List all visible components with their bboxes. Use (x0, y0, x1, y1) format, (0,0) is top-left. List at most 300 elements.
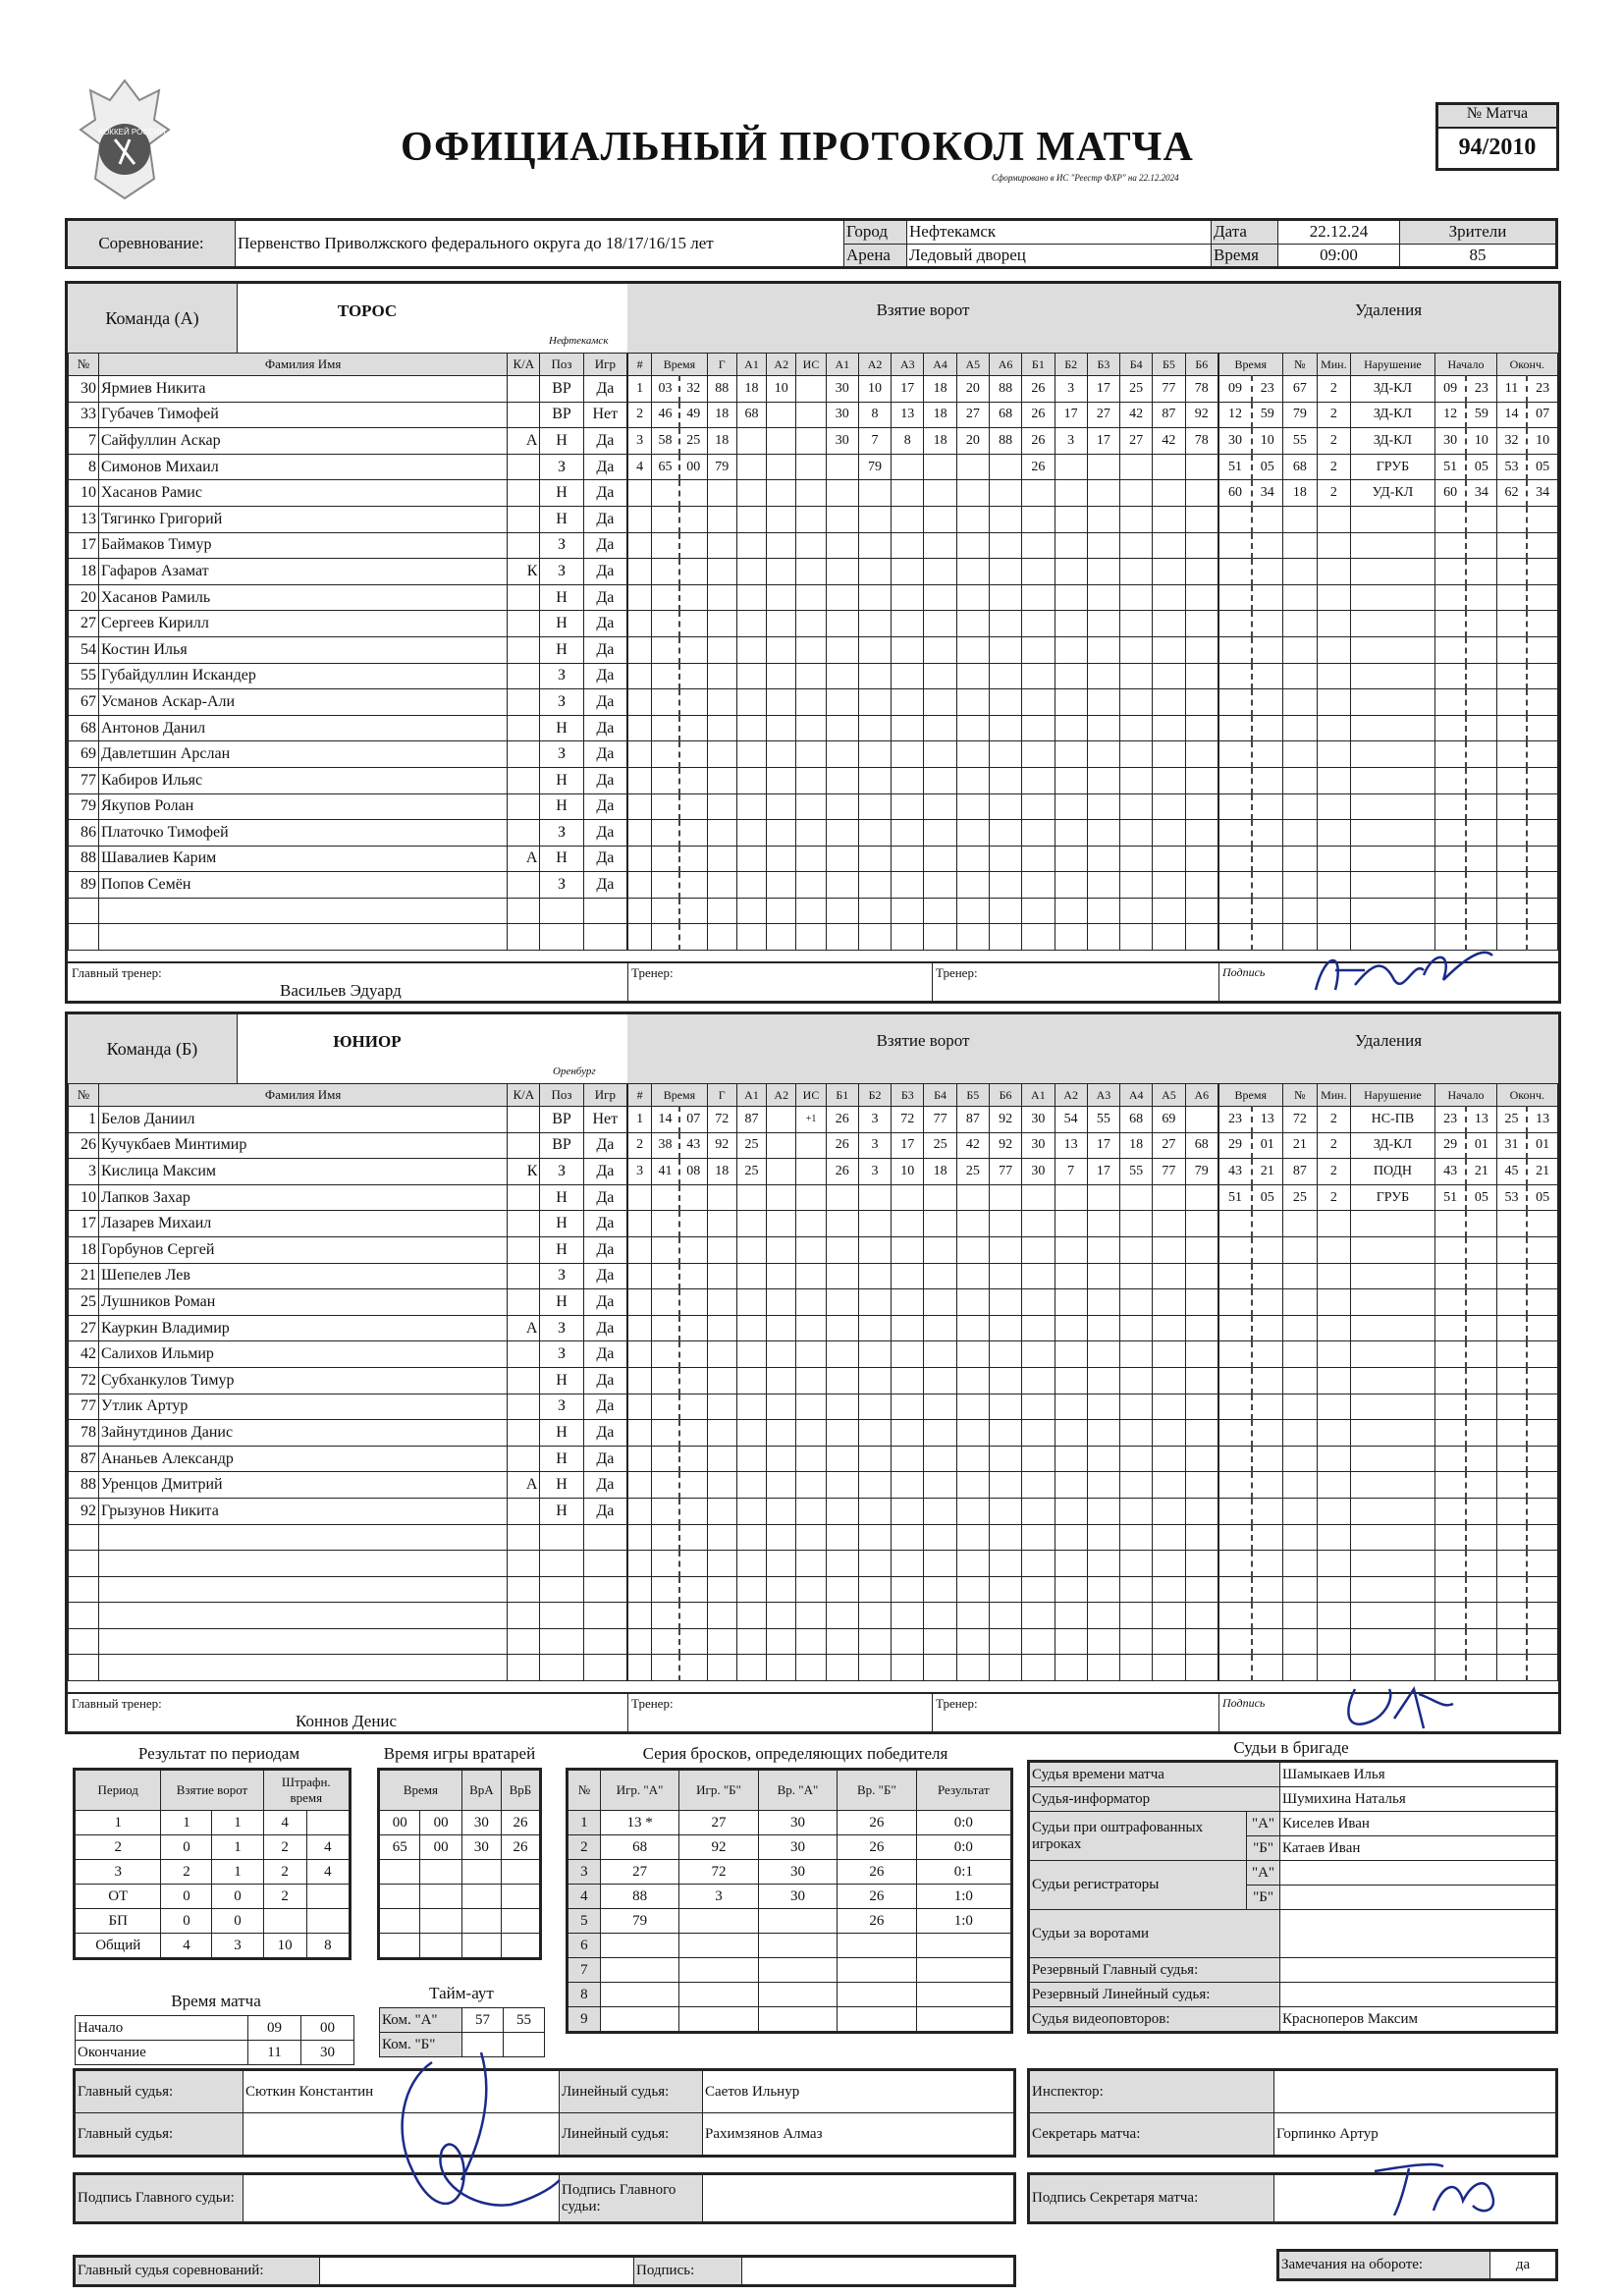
goal-g (707, 559, 736, 585)
penalty-es (1527, 1524, 1557, 1551)
penalty-min (1318, 898, 1350, 924)
goal-onice-right (1120, 559, 1153, 585)
penalty-ts (1252, 1603, 1282, 1629)
penalty-sm: 30 (1435, 428, 1466, 455)
player-number: 72 (69, 1367, 99, 1394)
player-role (508, 1236, 540, 1263)
goal-onice-right (1153, 1603, 1185, 1629)
penalty-em (1496, 1628, 1527, 1655)
goal-onice-right (1087, 1367, 1119, 1394)
goal-onice-right (1185, 689, 1217, 716)
goal-mm: 41 (652, 1159, 679, 1185)
chief-table (73, 2255, 1016, 2287)
penalty-ts (1252, 793, 1282, 820)
goal-onice-right (1022, 1524, 1055, 1551)
goal-no: 4 (628, 454, 652, 480)
goal-onice-right (1185, 1603, 1217, 1629)
penalty-ss (1466, 1289, 1496, 1316)
goal-ss (679, 506, 707, 532)
goal-row (628, 1236, 1218, 1263)
player-role (508, 924, 540, 951)
goal-onice-left (858, 1524, 891, 1551)
goal-onice-right (1153, 689, 1185, 716)
goal-onice-right (1185, 715, 1217, 741)
player-name (98, 898, 507, 924)
player-played (583, 1524, 626, 1551)
penalty-ts (1252, 1315, 1282, 1341)
goal-no (628, 689, 652, 716)
penalty-min (1318, 793, 1350, 820)
inspector-table (1027, 2068, 1558, 2158)
goal-onice-left (956, 715, 989, 741)
penalty-row (1219, 820, 1558, 847)
match-end-label: Окончание (76, 2041, 248, 2065)
penalty-sm (1435, 584, 1466, 611)
goal-row (628, 741, 1218, 768)
player-position: Н (540, 1367, 583, 1394)
penalty-em (1496, 715, 1527, 741)
team-a-name: ТОРОС (337, 301, 398, 320)
penalty-row (1219, 1420, 1558, 1447)
penalty-es: 05 (1527, 1184, 1557, 1211)
goal-onice-left (892, 924, 924, 951)
player-number: 26 (69, 1132, 99, 1159)
goal-onice-right (1055, 1628, 1087, 1655)
goal-onice-right (1120, 1263, 1153, 1289)
penalty-es (1527, 846, 1557, 872)
penalty-sm: 09 (1435, 376, 1466, 403)
goal-onice-right (1153, 1628, 1185, 1655)
goal-mm (652, 924, 679, 951)
goal-onice-right (1087, 663, 1119, 689)
goal-a1 (736, 689, 766, 716)
col-goal-time: Время (652, 1084, 707, 1107)
penalty-es (1527, 1498, 1557, 1524)
penalty-n (1282, 1551, 1318, 1577)
goalie-s (420, 1934, 461, 1959)
goal-onice-left (956, 689, 989, 716)
col-pen-end: Оконч. (1496, 354, 1557, 376)
player-number (69, 1551, 99, 1577)
goal-a2 (767, 663, 796, 689)
shootout-table (566, 1768, 1013, 2034)
goal-row (628, 611, 1218, 637)
goal-a1 (736, 1551, 766, 1577)
goal-onice-left (892, 584, 924, 611)
penalty-n: 25 (1282, 1184, 1318, 1211)
goal-onice-left (989, 1367, 1021, 1394)
goal-a1 (736, 506, 766, 532)
player-number (69, 1603, 99, 1629)
player-played: Да (583, 767, 626, 793)
penalty-ss: 10 (1466, 428, 1496, 455)
goal-ss: 49 (679, 402, 707, 428)
goal-onice-left (826, 636, 858, 663)
goal-onice-left (924, 1341, 956, 1368)
goal-onice-right (1055, 820, 1087, 847)
goal-onice-left (924, 820, 956, 847)
penalty-ts (1252, 506, 1282, 532)
goal-onice-right (1055, 1551, 1087, 1577)
shootout-res: 0:1 (916, 1860, 1011, 1885)
player-name: Шавалиев Карим (98, 846, 507, 872)
player-played: Да (583, 1315, 626, 1341)
period-a: 4 (161, 1934, 212, 1959)
goal-onice-right: 55 (1087, 1107, 1119, 1133)
goal-ss (679, 1394, 707, 1420)
goal-onice-right (1087, 1394, 1119, 1420)
player-role: А (508, 1472, 540, 1499)
player-role: А (508, 846, 540, 872)
goal-onice-right (1153, 1446, 1185, 1472)
penalty-viol (1350, 559, 1435, 585)
goal-onice-right (1055, 1211, 1087, 1237)
penalty-row (1219, 767, 1558, 793)
player-name (98, 1576, 507, 1603)
shootout-no: 2 (568, 1835, 601, 1860)
penalty-tm (1219, 1524, 1252, 1551)
goalie-row (379, 1860, 541, 1885)
shootout-vb: 26 (838, 1860, 916, 1885)
penalty-viol (1350, 1211, 1435, 1237)
penalty-tm: 43 (1219, 1159, 1252, 1185)
goal-onice-left (826, 506, 858, 532)
goal-onice-left (989, 1263, 1021, 1289)
goal-onice-left (924, 663, 956, 689)
timeout-a-label: Ком. "А" (380, 2008, 462, 2033)
goal-is (796, 1420, 826, 1447)
goal-onice-right (1185, 924, 1217, 951)
match-start-m: 00 (301, 2016, 354, 2041)
goal-onice-right (1185, 663, 1217, 689)
goal-g (707, 820, 736, 847)
penalty-ts (1252, 636, 1282, 663)
penalty-sm (1435, 741, 1466, 768)
penalty-n (1282, 1655, 1318, 1681)
goal-onice-left (826, 584, 858, 611)
goal-onice-left (826, 1472, 858, 1499)
goal-onice-left (956, 532, 989, 559)
penalty-row (1219, 663, 1558, 689)
penalty-min (1318, 1420, 1350, 1447)
goal-row (628, 1132, 1218, 1159)
line-judge1-label: Линейный судья: (560, 2070, 703, 2113)
judge-reserve-main-label: Резервный Главный судья: (1029, 1958, 1280, 1983)
penalty-es (1527, 584, 1557, 611)
penalty-em (1496, 846, 1527, 872)
goal-a2 (767, 428, 796, 455)
goal-onice-left (826, 1341, 858, 1368)
goal-onice-right (1185, 767, 1217, 793)
goal-onice-right (1153, 636, 1185, 663)
goal-a2 (767, 820, 796, 847)
time-value: 09:00 (1278, 244, 1400, 268)
penalty-row (1219, 506, 1558, 532)
goal-mm (652, 559, 679, 585)
penalty-es (1527, 1289, 1557, 1316)
penalty-ss: 34 (1466, 480, 1496, 507)
period-b: 1 (212, 1860, 263, 1885)
table-row (69, 559, 627, 585)
penalty-ss (1466, 1236, 1496, 1263)
period-p: ОТ (75, 1885, 161, 1909)
goal-onice-left (892, 1551, 924, 1577)
penalty-row (1219, 402, 1558, 428)
penalty-ts (1252, 820, 1282, 847)
goalie-s: 00 (420, 1835, 461, 1860)
goalie-m: 00 (379, 1811, 420, 1835)
goal-onice-right (1120, 689, 1153, 716)
penalty-sm (1435, 793, 1466, 820)
penalty-em (1496, 1655, 1527, 1681)
player-role (508, 898, 540, 924)
penalty-ss (1466, 1315, 1496, 1341)
goal-ss (679, 1341, 707, 1368)
table-row (69, 1236, 627, 1263)
shootout-va (758, 1983, 837, 2007)
goal-onice-right (1120, 584, 1153, 611)
goal-ss: 07 (679, 1107, 707, 1133)
goal-onice-right (1120, 1628, 1153, 1655)
table-row (69, 1655, 627, 1681)
goal-ss (679, 480, 707, 507)
goal-onice-right (1087, 1655, 1119, 1681)
goal-no (628, 767, 652, 793)
goal-onice-left: 26 (826, 1132, 858, 1159)
period-pb (306, 1909, 350, 1934)
penalty-min (1318, 559, 1350, 585)
penalty-ts (1252, 715, 1282, 741)
goal-onice-left (989, 506, 1021, 532)
penalty-sm (1435, 1211, 1466, 1237)
col-goal-g_g: Г (707, 354, 736, 376)
shootout-vb: 26 (838, 1835, 916, 1860)
goal-onice-right (1022, 663, 1055, 689)
player-number: 3 (69, 1159, 99, 1185)
penalty-min (1318, 506, 1350, 532)
goal-onice-left (892, 898, 924, 924)
goal-onice-left (989, 872, 1021, 899)
goal-onice-right (1022, 1551, 1055, 1577)
judge-goal-label: Судьи за воротами (1029, 1910, 1280, 1958)
player-position: ВР (540, 376, 583, 403)
table-row (69, 506, 627, 532)
penalty-em (1496, 506, 1527, 532)
goal-onice-right (1120, 741, 1153, 768)
penalty-row (1219, 1576, 1558, 1603)
goal-onice-right (1055, 584, 1087, 611)
goal-a2 (767, 1472, 796, 1499)
goal-onice-left (989, 1446, 1021, 1472)
player-number: 42 (69, 1341, 99, 1368)
goal-ss (679, 1367, 707, 1394)
goal-onice-right (1022, 793, 1055, 820)
goal-ss (679, 1628, 707, 1655)
main-judge2-label: Главный судья: (75, 2113, 243, 2157)
goal-onice-left: 3 (858, 1159, 891, 1185)
penalty-sm (1435, 1367, 1466, 1394)
goal-onice-left (956, 1341, 989, 1368)
goal-onice-right: 42 (1120, 402, 1153, 428)
player-number (69, 1524, 99, 1551)
shootout-no: 8 (568, 1983, 601, 2007)
table-row (69, 689, 627, 716)
goal-onice-right: 3 (1055, 376, 1087, 403)
player-played: Да (583, 1289, 626, 1316)
goal-a2 (767, 1367, 796, 1394)
goal-no (628, 1289, 652, 1316)
penalty-min (1318, 1263, 1350, 1289)
goal-onice-right: 13 (1055, 1132, 1087, 1159)
goal-mm (652, 689, 679, 716)
goal-mm (652, 1420, 679, 1447)
player-played: Да (583, 1394, 626, 1420)
goal-onice-right (1120, 793, 1153, 820)
goal-onice-right (1185, 1498, 1217, 1524)
player-name: Кауркин Владимир (98, 1315, 507, 1341)
goal-a1 (736, 1446, 766, 1472)
date-value: 22.12.24 (1278, 220, 1400, 245)
goal-ss (679, 532, 707, 559)
penalty-n: 21 (1282, 1132, 1318, 1159)
goal-onice-right (1153, 1211, 1185, 1237)
goal-onice-right (1055, 1341, 1087, 1368)
player-number: 8 (69, 454, 99, 480)
goal-onice-left (924, 636, 956, 663)
emblem-icon (71, 71, 179, 208)
goal-onice-right (1087, 793, 1119, 820)
goal-onice-left (892, 1498, 924, 1524)
table-row (69, 1341, 627, 1368)
player-played: Да (583, 559, 626, 585)
goal-no (628, 1628, 652, 1655)
col-ka: К/А (508, 1084, 540, 1107)
goal-onice-right (1087, 715, 1119, 741)
penalty-es: 13 (1527, 1107, 1557, 1133)
penalty-ss: 01 (1466, 1132, 1496, 1159)
penalty-tm: 51 (1219, 1184, 1252, 1211)
goal-onice-right (1185, 506, 1217, 532)
player-played: Да (583, 1367, 626, 1394)
timeout-a-s: 55 (504, 2008, 545, 2033)
goal-onice-left: 27 (956, 402, 989, 428)
col-onice-right: Б3 (1087, 354, 1119, 376)
penalty-ts (1252, 1551, 1282, 1577)
goal-onice-right (1153, 506, 1185, 532)
player-position (540, 1655, 583, 1681)
goal-onice-right (1153, 1394, 1185, 1420)
penalty-ss (1466, 1211, 1496, 1237)
table-row (69, 793, 627, 820)
goal-onice-left (956, 1628, 989, 1655)
goal-onice-left (826, 1184, 858, 1211)
player-played: Да (583, 480, 626, 507)
penalty-tm (1219, 532, 1252, 559)
penalty-ts (1252, 1341, 1282, 1368)
match-start-label: Начало (76, 2016, 248, 2041)
penalty-tm (1219, 741, 1252, 768)
period-pb (306, 1811, 350, 1835)
shootout-vb (838, 1958, 916, 1983)
goal-ss (679, 1263, 707, 1289)
table-row (69, 846, 627, 872)
shootout-va (758, 1909, 837, 1934)
goal-onice-left (858, 767, 891, 793)
player-number: 87 (69, 1446, 99, 1472)
player-role: К (508, 559, 540, 585)
goal-a1 (736, 793, 766, 820)
penalty-em (1496, 1315, 1527, 1341)
goal-mm (652, 1472, 679, 1499)
goal-a1 (736, 1394, 766, 1420)
penalty-em (1496, 1603, 1527, 1629)
goal-onice-right (1055, 611, 1087, 637)
judges-table (1027, 1760, 1558, 2034)
periods-h-period: Период (75, 1770, 161, 1811)
goal-mm: 03 (652, 376, 679, 403)
goal-no (628, 1367, 652, 1394)
penalty-n (1282, 1420, 1318, 1447)
penalty-n (1282, 663, 1318, 689)
goal-no (628, 1236, 652, 1263)
period-p: БП (75, 1909, 161, 1934)
goal-onice-right (1153, 1576, 1185, 1603)
goal-onice-left (924, 1576, 956, 1603)
player-number: 27 (69, 611, 99, 637)
penalty-sm (1435, 715, 1466, 741)
player-played: Нет (583, 1107, 626, 1133)
goal-onice-right: 78 (1185, 376, 1217, 403)
goal-onice-left (892, 1236, 924, 1263)
goal-g (707, 1394, 736, 1420)
goal-row (628, 1628, 1218, 1655)
col-onice-right: А2 (1055, 1084, 1087, 1107)
player-role (508, 1289, 540, 1316)
match-time-table (75, 2015, 354, 2065)
shootout-row (568, 1909, 1012, 1934)
penalty-em (1496, 1576, 1527, 1603)
goal-a2 (767, 480, 796, 507)
goal-a1 (736, 1315, 766, 1341)
goal-is (796, 793, 826, 820)
goal-onice-left: 26 (826, 1107, 858, 1133)
penalty-es (1527, 1394, 1557, 1420)
goal-is (796, 1263, 826, 1289)
goal-a2 (767, 1603, 796, 1629)
goal-onice-right (1022, 1341, 1055, 1368)
col-onice-right: Б2 (1055, 354, 1087, 376)
goal-no: 2 (628, 402, 652, 428)
penalty-n (1282, 584, 1318, 611)
penalty-row (1219, 584, 1558, 611)
player-name: Грызунов Никита (98, 1498, 507, 1524)
goal-is (796, 584, 826, 611)
penalty-n (1282, 1341, 1318, 1368)
logo (71, 71, 179, 208)
col-num: № (69, 1084, 99, 1107)
goal-no (628, 480, 652, 507)
goal-onice-left: 25 (924, 1132, 956, 1159)
player-number: 10 (69, 480, 99, 507)
goal-a2: 10 (767, 376, 796, 403)
player-position: Н (540, 1420, 583, 1447)
period-row (75, 1909, 351, 1934)
goal-onice-right (1153, 846, 1185, 872)
player-played: Да (583, 611, 626, 637)
goal-onice-right (1185, 1446, 1217, 1472)
penalty-ss (1466, 1655, 1496, 1681)
goal-no: 1 (628, 376, 652, 403)
